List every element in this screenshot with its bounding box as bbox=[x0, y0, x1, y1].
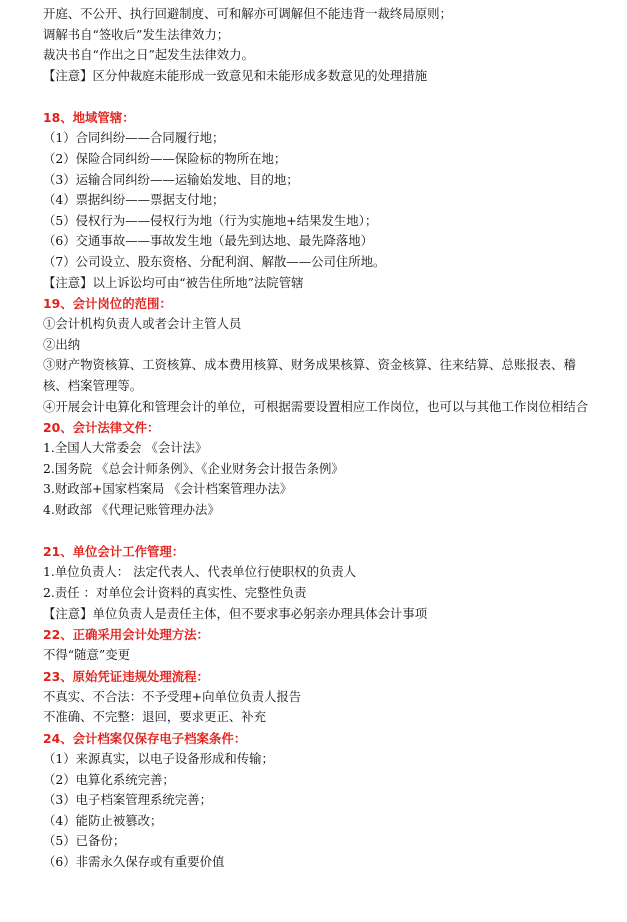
list-item: 4.财政部 《代理记账管理办法》 bbox=[43, 501, 220, 517]
list-item: （7）公司设立、股东资格、分配利润、解散——公司住所地。 bbox=[43, 253, 386, 269]
section-heading-21: 21、单位会计工作管理： bbox=[43, 544, 185, 560]
list-item: （6）交通事故——事故发生地（最先到达地、最先降落地） bbox=[43, 233, 374, 249]
section-heading-23: 23、原始凭证违规处理流程： bbox=[43, 668, 209, 684]
section-heading-24: 24、会计档案仅保存电子档案条件： bbox=[43, 731, 247, 747]
list-item: （5）侵权行为——侵权行为地（行为实施地+结果发生地）； bbox=[43, 212, 378, 228]
list-item: 不真实、不合法：不予受理+向单位负责人报告 bbox=[43, 688, 302, 704]
list-item: （3）电子档案管理系统完善； bbox=[43, 792, 212, 808]
list-item: ③财产物资核算、工资核算、成本费用核算、财务成果核算、资金核算、往来结算、总账报表、稽核、档案管理等。 bbox=[43, 357, 576, 393]
section-heading-22: 22、正确采用会计处理方法： bbox=[43, 627, 209, 643]
list-item: 1.单位负责人： 法定代表人、代表单位行使职权的负责人 bbox=[43, 564, 357, 580]
list-item: （1）来源真实，以电子设备形成和传输； bbox=[43, 751, 274, 767]
section-heading-20: 20、会计法律文件： bbox=[43, 420, 160, 436]
list-item: （4）能防止被篡改； bbox=[43, 812, 163, 828]
list-item: （6）非需永久保存或有重要价值 bbox=[43, 854, 225, 869]
list-item: 2.责任 ：对单位会计资料的真实性、完整性负责 bbox=[43, 585, 307, 601]
list-item: ②出纳 bbox=[43, 336, 81, 352]
list-item: （4）票据纠纷——票据支付地； bbox=[43, 192, 225, 208]
spacer bbox=[43, 520, 597, 541]
list-item: 不准确、不完整：退回，要求更正、补充 bbox=[43, 709, 267, 725]
note-line: 【注意】以上诉讼均可由“被告住所地”法院管辖 bbox=[43, 274, 304, 290]
list-item: （5）已备份； bbox=[43, 833, 126, 849]
text-line: 裁决书自“作出之日”起发生法律效力。 bbox=[43, 47, 254, 63]
list-item: ①会计机构负责人或者会计主管人员 bbox=[43, 316, 242, 332]
text-line: 开庭、不公开、执行回避制度、可和解亦可调解但不能违背一裁终局原则； bbox=[43, 6, 452, 21]
note-line: 【注意】区分仲裁庭未能形成一致意见和未能形成多数意见的处理措施 bbox=[43, 67, 428, 83]
section-heading-19: 19、会计岗位的范围： bbox=[43, 296, 172, 312]
list-item: ④开展会计电算化和管理会计的单位，可根据需要设置相应工作岗位，也可以与其他工作岗位相结合 bbox=[43, 398, 589, 414]
text-line: 调解书自“签收后”发生法律效力； bbox=[43, 26, 230, 42]
list-item: 3.财政部+国家档案局 《会计档案管理办法》 bbox=[43, 481, 293, 497]
list-item: （2）电算化系统完善； bbox=[43, 771, 175, 787]
list-item: 1.全国人大常委会 《会计法》 bbox=[43, 440, 208, 456]
list-item: （1）合同纠纷——合同履行地； bbox=[43, 130, 225, 146]
note-line: 【注意】单位负责人是责任主体，但不要求事必躬亲办理具体会计事项 bbox=[43, 605, 428, 621]
list-item: 2.国务院 《总会计师条例》、《企业财务会计报告条例》 bbox=[43, 460, 344, 476]
section-heading-18: 18、地域管辖： bbox=[43, 110, 135, 126]
list-item: 不得“随意”变更 bbox=[43, 647, 131, 663]
list-item: （3）运输合同纠纷——运输始发地、目的地； bbox=[43, 171, 299, 187]
list-item: （2）保险合同纠纷——保险标的物所在地； bbox=[43, 150, 287, 166]
spacer bbox=[43, 86, 597, 107]
